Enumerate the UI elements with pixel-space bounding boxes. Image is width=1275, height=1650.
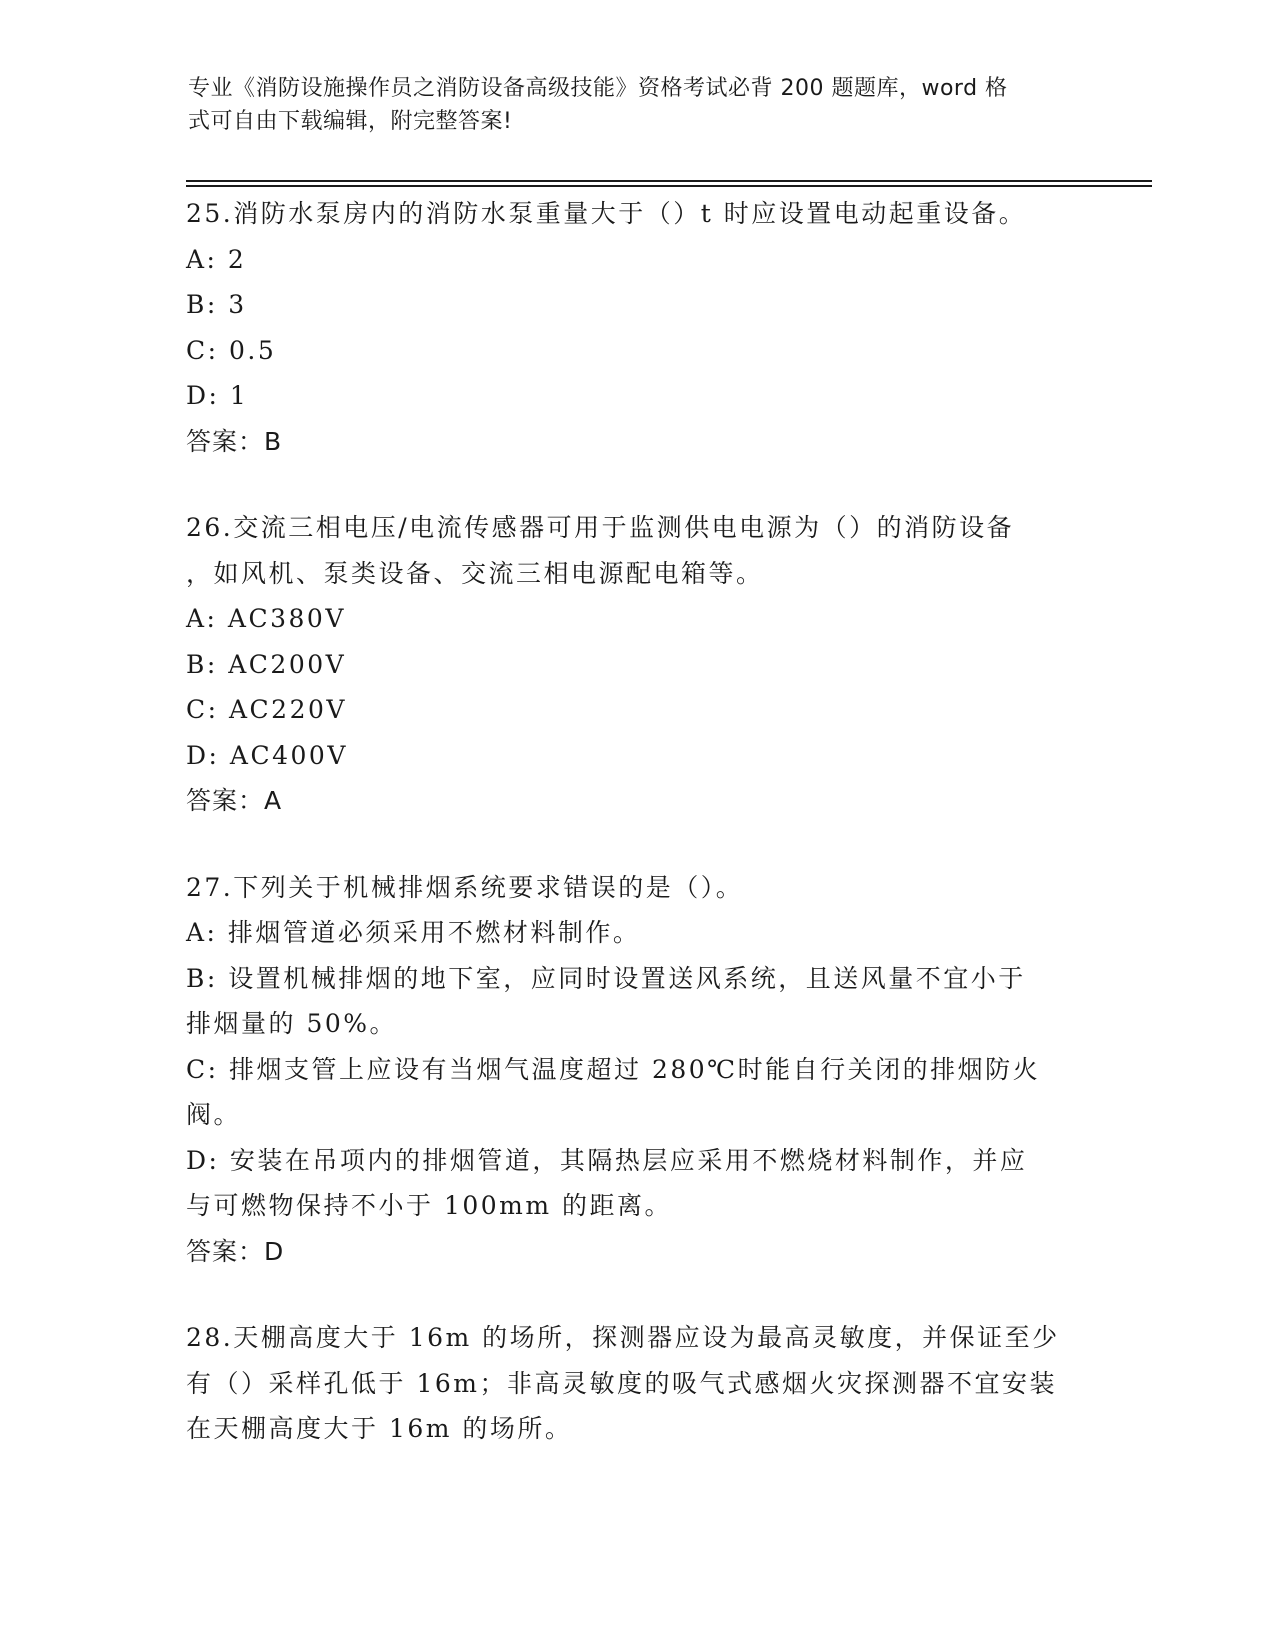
option-b-continued: 排烟量的 50%。 xyxy=(186,1009,398,1038)
option-c: C: 排烟支管上应设有当烟气温度超过 280℃时能自行关闭的排烟防火 xyxy=(186,1054,1041,1084)
answer-label: 答案：B xyxy=(186,426,283,456)
question-stem: 26.交流三相电压/电流传感器可用于监测供电电源为（）的消防设备 xyxy=(186,513,1015,542)
question-list xyxy=(186,191,1086,1493)
option-d: D: AC400V xyxy=(186,740,348,770)
question-28 xyxy=(186,1315,1086,1452)
header-divider-top xyxy=(186,180,1152,182)
option-d: D: 1 xyxy=(186,381,249,410)
option-c-continued: 阀。 xyxy=(186,1100,242,1129)
question-25 xyxy=(186,191,1086,464)
option-a: A: AC380V xyxy=(186,604,346,633)
option-c: C: 0.5 xyxy=(186,335,277,365)
question-stem-continued: 有（）采样孔低于 16m；非高灵敏度的吸气式感烟火灾探测器不宜安装 xyxy=(186,1368,1057,1398)
header-line-2: 式可自由下载编辑，附完整答案! xyxy=(188,109,513,134)
question-stem-continued: ，如风机、泵类设备、交流三相电源配电箱等。 xyxy=(186,558,764,588)
option-b: B: AC200V xyxy=(186,649,347,679)
question-26 xyxy=(186,505,1086,824)
answer-label: 答案：A xyxy=(186,786,283,815)
option-b: B: 3 xyxy=(186,290,247,319)
question-stem: 27.下列关于机械排烟系统要求错误的是（）。 xyxy=(186,872,744,902)
question-stem: 28.天棚高度大于 16m 的场所，探测器应设为最高灵敏度，并保证至少 xyxy=(186,1323,1060,1352)
option-d-continued: 与可燃物保持不小于 100mm 的距离。 xyxy=(186,1191,673,1220)
option-c: C: AC220V xyxy=(186,695,347,724)
option-d: D: 安装在吊项内的排烟管道，其隔热层应采用不燃烧材料制作，并应 xyxy=(186,1145,1028,1175)
option-b: B: 设置机械排烟的地下室，应同时设置送风系统，且送风量不宜小于 xyxy=(186,963,1026,993)
question-stem-continued: 在天棚高度大于 16m 的场所。 xyxy=(186,1414,573,1443)
answer-label: 答案：D xyxy=(186,1236,285,1266)
document-header xyxy=(188,72,1068,138)
question-27 xyxy=(186,865,1086,1275)
question-stem: 25.消防水泵房内的消防水泵重量大于（）t 时应设置电动起重设备。 xyxy=(186,199,1027,228)
option-a: A: 2 xyxy=(186,244,247,274)
header-divider-bottom xyxy=(186,185,1152,187)
header-line-1: 专业《消防设施操作员之消防设备高级技能》资格考试必背 200 题题库，word 格 xyxy=(188,76,1008,101)
option-a: A: 排烟管道必须采用不燃材料制作。 xyxy=(186,918,641,947)
